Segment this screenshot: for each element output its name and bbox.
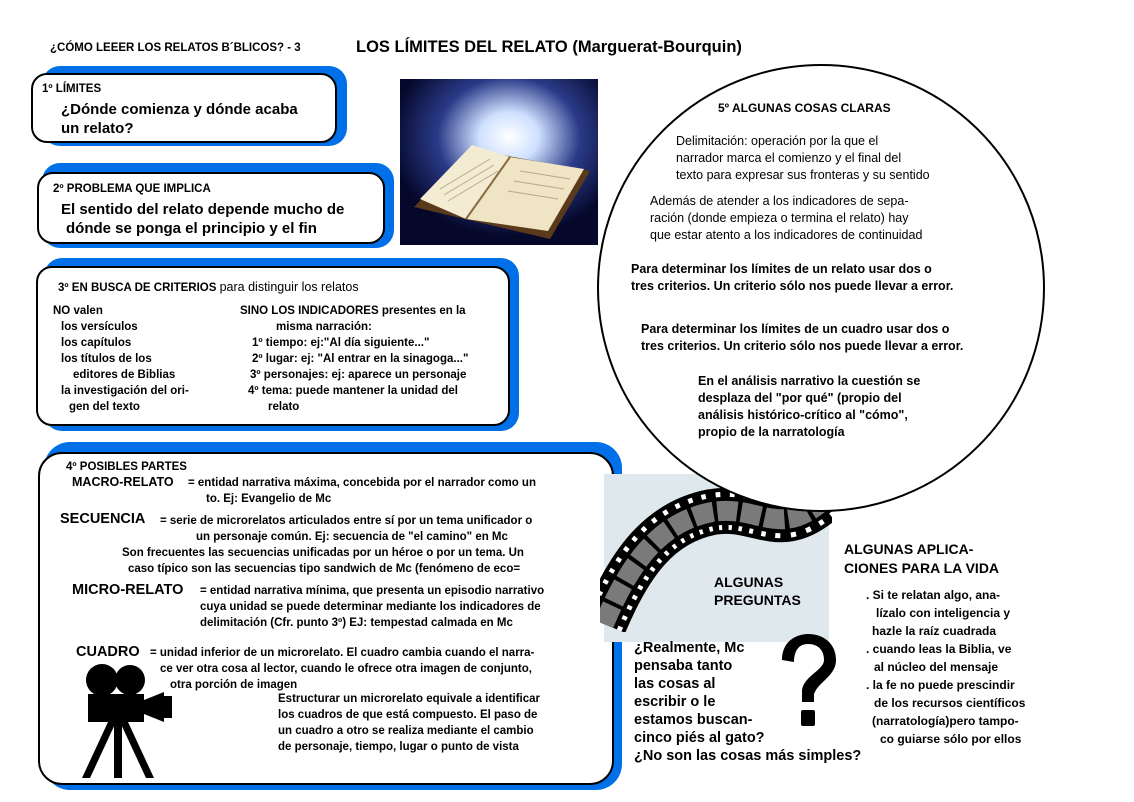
open-bible-image — [400, 79, 598, 245]
box4-label: 4º POSIBLES PARTES — [66, 461, 187, 473]
box5-narrative-analysis: En el análisis narrativo la cuestión se desplaza del "por qué" (propio del análisis histórico-crítico al "cómo", propio de la narratología — [698, 374, 921, 439]
box5-label: 5º ALGUNAS COSAS CLARAS — [718, 101, 891, 115]
box1-text: ¿Dónde comienza y dónde acaba un relato? — [61, 101, 298, 137]
box5-delimitation: Delimitación: operación por la que el narrador marca el comienzo y el final del texto para expresar sus fronteras y su sentido — [676, 134, 930, 182]
box-limits — [31, 73, 337, 143]
micro-relato-term: MICRO-RELATO — [72, 582, 184, 598]
box3-indicators-list: SINO LOS INDICADORES presentes en la misma narración: 1º tiempo: ej:"Al día siguiente..." 2º lugar: ej: "Al entrar en la sinagoga..." 3º personajes: ej: aparece un personaje 4º tema: puede mantener la unidad del relato — [240, 305, 469, 413]
questions-text: ¿Realmente, Mc pensaba tanto las cosas al escribir o le estamos buscan- cinco piés al gato? ¿No son las cosas más simples? — [634, 640, 862, 764]
page-title: LOS LÍMITES DEL RELATO (Marguerat-Bourquin) — [356, 38, 742, 56]
box5-cuadro-criteria: Para determinar los límites de un cuadro usar dos o tres criterios. Un criterio sólo nos puede llevar a error. — [641, 322, 964, 353]
cuadro-def: = unidad inferior de un microrelato. El cuadro cambia cuando el narra- ce ver otra cosa al lector, cuando le ofrece otra imagen de conjunto, otra porción de imagen — [150, 647, 535, 691]
box5-indicators: Además de atender a los indicadores de sepa- ración (donde empieza o termina el relato) hay que estar atento a los indicadores de continuidad — [650, 194, 923, 242]
macro-relato-def: = entidad narrativa máxima, concebida por el narrador como un to. Ej: Evangelio de Mc — [188, 477, 536, 505]
macro-relato-term: MACRO-RELATO — [72, 475, 174, 489]
questions-label: ALGUNAS PREGUNTAS — [714, 574, 801, 608]
box-problem — [37, 172, 385, 244]
applications-title: ALGUNAS APLICA- CIONES PARA LA VIDA — [844, 541, 1000, 576]
secuencia-term: SECUENCIA — [60, 511, 146, 527]
page-subtitle: ¿CÓMO LEEER LOS RELATOS B´BLICOS? - 3 — [50, 42, 301, 54]
applications-list: . Si te relatan algo, ana- lízalo con inteligencia y hazle la raíz cuadrada . cuando leas la Biblia, ve al núcleo del mensaje . la fe no puede prescindir de los recursos científicos (narratología)pero tampo- co guiarse sólo por ellos — [866, 588, 1026, 746]
movie-camera-icon — [80, 662, 180, 780]
box2-text: El sentido del relato depende mucho de dónde se ponga el principio y el fin — [61, 201, 345, 237]
cuadro-term: CUADRO — [76, 644, 140, 660]
box3-not-valid-list: NO valen los versículos los capítulos los títulos de los editores de Biblias la investigación del ori- gen del texto — [53, 305, 189, 413]
box2-label: 2º PROBLEMA QUE IMPLICA — [53, 183, 211, 195]
structure-text: Estructurar un microrelato equivale a identificar los cuadros de que está compuesto. El paso de un cuadro a otro se realiza mediante el cambio de personaje, tiempo, lugar o punto de vista — [278, 693, 541, 753]
box5-relato-criteria: Para determinar los límites de un relato usar dos o tres criterios. Un criterio sólo nos puede llevar a error. — [631, 262, 954, 293]
box3-label: 3º EN BUSCA DE CRITERIOS para distinguir los relatos — [58, 280, 359, 294]
box1-label: 1º LÍMITES — [42, 83, 102, 95]
micro-relato-def: = entidad narrativa mínima, que presenta un episodio narrativo cuya unidad se puede determinar mediante los indicadores de delimitación (Cfr. punto 3º) EJ: tempestad calmada en Mc — [200, 585, 545, 629]
secuencia-def: = serie de microrelatos articulados entre sí por un tema unificador o un personaje común. Ej: secuencia de "el camino" en Mc Son frecuentes las secuencias unificadas por un héroe o por un tema. Un caso típico son las secuencias tipo sandwich de Mc (fenómeno de eco= — [122, 515, 533, 575]
